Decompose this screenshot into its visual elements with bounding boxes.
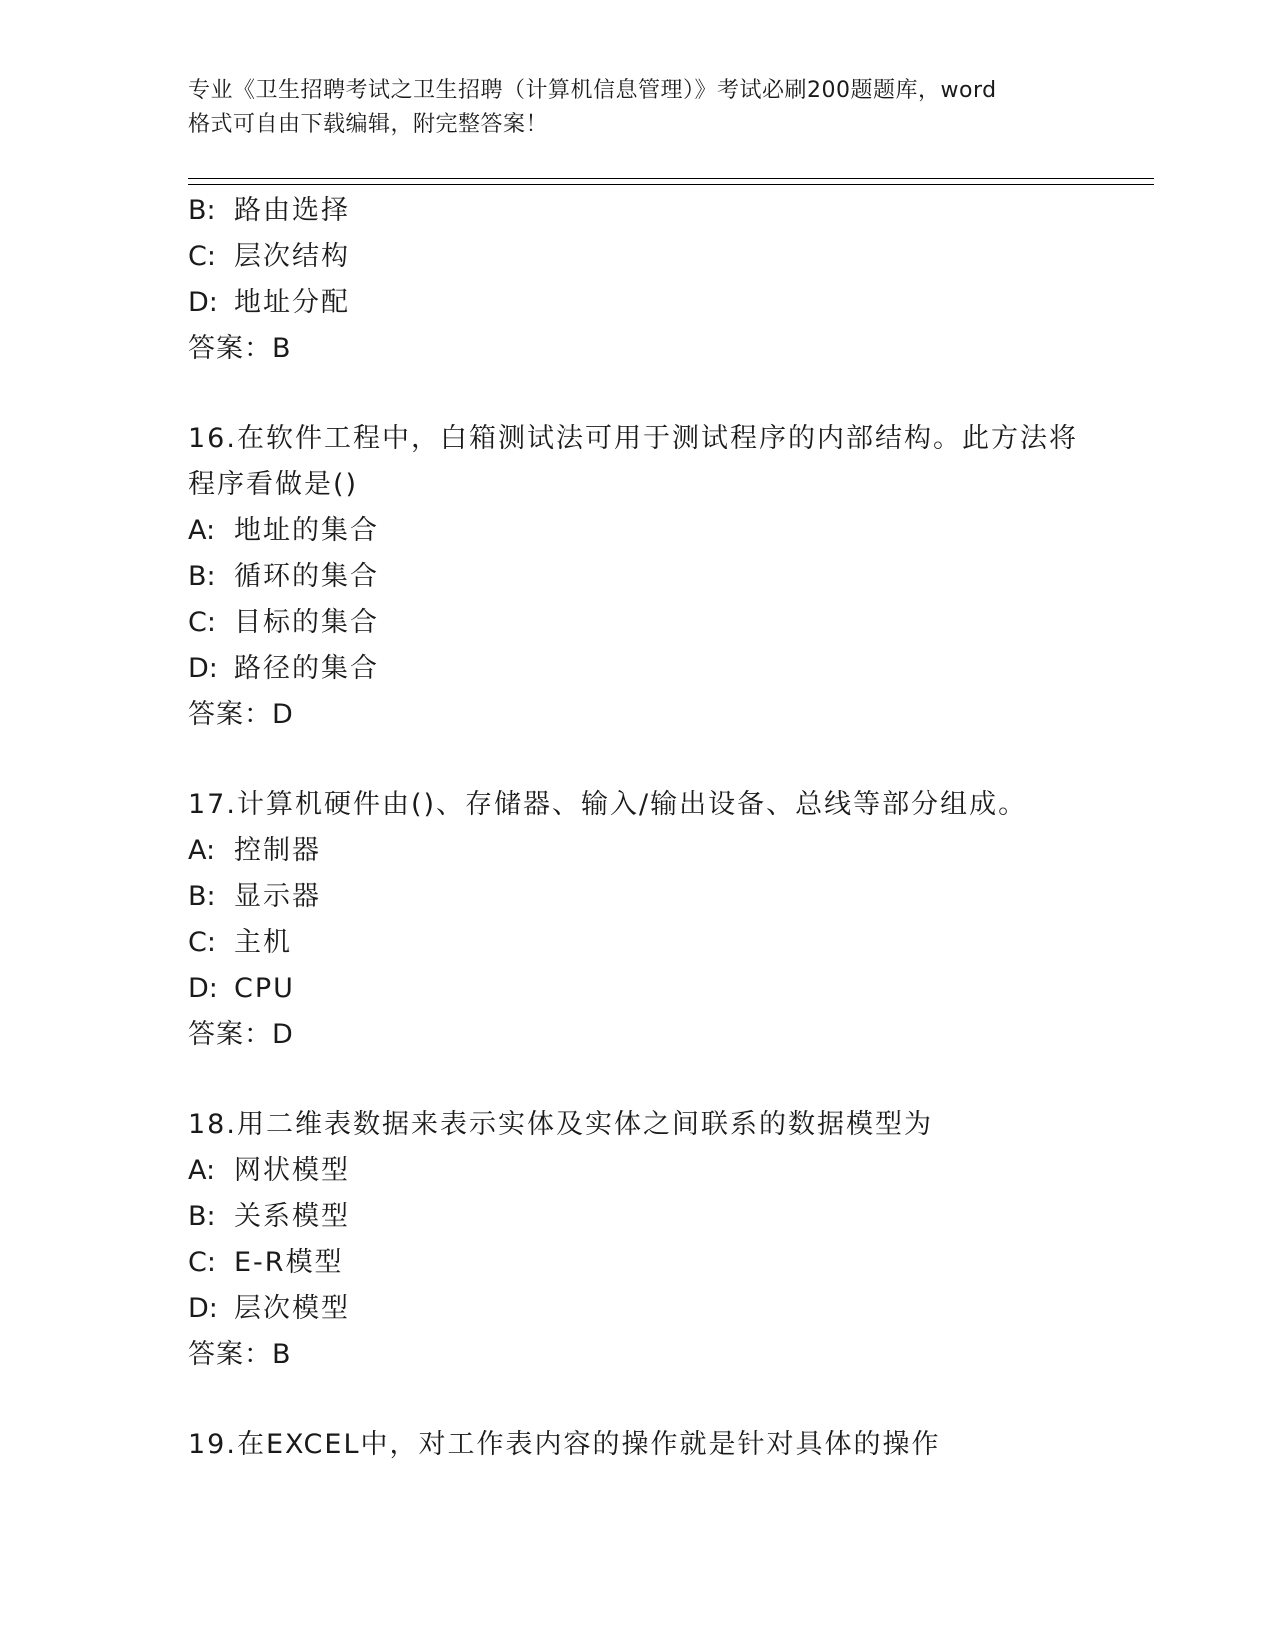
option-text: 层次模型 (234, 1293, 350, 1324)
spacer (188, 1378, 1088, 1422)
question-18 (188, 1102, 1088, 1378)
spacer (188, 738, 1088, 782)
option-c (188, 920, 1088, 966)
option-letter: B: (188, 561, 216, 592)
option-d (188, 966, 1088, 1012)
option-b (188, 554, 1088, 600)
option-text: 显示器 (234, 881, 321, 912)
option-a (188, 508, 1088, 554)
option-d (188, 280, 1088, 326)
option-text: 主机 (234, 927, 292, 958)
option-letter: A: (188, 515, 216, 546)
option-letter: C: (188, 927, 216, 958)
option-text: 控制器 (234, 835, 321, 866)
question-stem: 17.计算机硬件由()、存储器、输入/输出设备、总线等部分组成。 (188, 789, 1028, 820)
option-text: 目标的集合 (234, 607, 379, 638)
question-content (188, 188, 1088, 1468)
header-divider-bottom (188, 184, 1154, 185)
header-line-2: 格式可自由下载编辑，附完整答案！ (188, 112, 549, 137)
option-letter: C: (188, 607, 216, 638)
question-16 (188, 416, 1088, 738)
option-text: CPU (234, 973, 295, 1004)
answer-line: 答案：D (188, 699, 294, 730)
option-d (188, 1286, 1088, 1332)
header-line-1: 专业《卫生招聘考试之卫生招聘（计算机信息管理）》考试必刷200题题库，word (188, 78, 997, 103)
question-stem: 16.在软件工程中，白箱测试法可用于测试程序的内部结构。此方法将 (188, 423, 1078, 454)
option-text: 路径的集合 (234, 653, 379, 684)
option-letter: A: (188, 835, 216, 866)
option-text: 路由选择 (234, 195, 350, 226)
question-19 (188, 1422, 1088, 1468)
option-letter: C: (188, 1247, 216, 1278)
option-text: E-R模型 (234, 1247, 344, 1278)
answer-line: 答案：B (188, 1339, 292, 1370)
option-letter: C: (188, 241, 216, 272)
option-letter: A: (188, 1155, 216, 1186)
question-stem: 19.在EXCEL中，对工作表内容的操作就是针对具体的操作 (188, 1429, 941, 1460)
option-text: 地址的集合 (234, 515, 379, 546)
option-b (188, 188, 1088, 234)
option-b (188, 874, 1088, 920)
spacer (188, 1058, 1088, 1102)
question-15-tail (188, 188, 1088, 372)
option-letter: B: (188, 881, 216, 912)
option-letter: D: (188, 287, 218, 318)
spacer (188, 372, 1088, 416)
option-text: 网状模型 (234, 1155, 350, 1186)
question-17 (188, 782, 1088, 1058)
option-c (188, 1240, 1088, 1286)
question-stem-cont: 程序看做是() (188, 469, 359, 500)
header-divider-top (188, 178, 1154, 179)
option-letter: D: (188, 973, 218, 1004)
option-a (188, 828, 1088, 874)
option-c (188, 600, 1088, 646)
option-a (188, 1148, 1088, 1194)
option-text: 循环的集合 (234, 561, 379, 592)
option-d (188, 646, 1088, 692)
option-letter: D: (188, 653, 218, 684)
question-stem: 18.用二维表数据来表示实体及实体之间联系的数据模型为 (188, 1109, 933, 1140)
option-c (188, 234, 1088, 280)
document-header (188, 74, 1088, 142)
option-letter: D: (188, 1293, 218, 1324)
option-b (188, 1194, 1088, 1240)
answer-line: 答案：D (188, 1019, 294, 1050)
option-text: 地址分配 (234, 287, 350, 318)
option-letter: B: (188, 195, 216, 226)
option-letter: B: (188, 1201, 216, 1232)
answer-line: 答案：B (188, 333, 292, 364)
option-text: 层次结构 (234, 241, 350, 272)
option-text: 关系模型 (234, 1201, 350, 1232)
